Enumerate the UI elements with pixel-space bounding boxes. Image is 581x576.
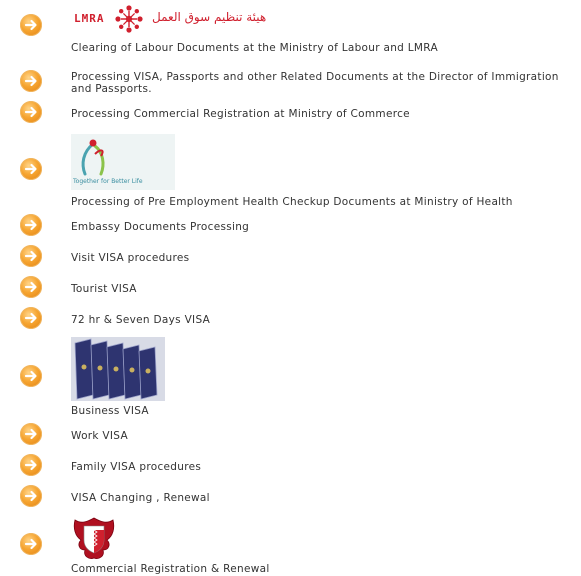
item-label: VISA Changing , Renewal	[71, 492, 210, 504]
item-label: Business VISA	[71, 405, 149, 417]
arrow-right-icon	[20, 70, 42, 92]
arrow-right-icon	[20, 245, 42, 267]
arrow-right-icon	[20, 14, 42, 36]
arrow-right-icon	[20, 158, 42, 180]
item-label: Work VISA	[71, 430, 128, 442]
arrow-right-icon	[20, 307, 42, 329]
item-label: Embassy Documents Processing	[71, 221, 250, 233]
passports-image	[71, 337, 165, 401]
arrow-right-icon	[20, 454, 42, 476]
bahrain-emblem-icon	[71, 514, 117, 562]
item-label: 72 hr & Seven Days VISA	[71, 314, 211, 326]
item-label: Tourist VISA	[71, 283, 137, 295]
arrow-right-icon	[20, 423, 42, 445]
item-label: Commercial Registration & Renewal	[71, 563, 270, 575]
item-label: Clearing of Labour Documents at the Ministry of Labour and LMRA	[71, 42, 438, 54]
item-label: Processing VISA, Passports and other Related Documents at the Director of Immigration and Passports.	[71, 71, 559, 95]
item-label: Family VISA procedures	[71, 461, 202, 473]
health-ministry-logo	[71, 134, 175, 190]
lmra-logo	[71, 2, 271, 36]
health-logo-tagline: Together for Better Life	[73, 178, 143, 185]
arrow-right-icon	[20, 214, 42, 236]
arrow-right-icon	[20, 365, 42, 387]
item-label: Visit VISA procedures	[71, 252, 190, 264]
arrow-right-icon	[20, 276, 42, 298]
item-label: Processing Commercial Registration at Ministry of Commerce	[71, 108, 410, 120]
arrow-right-icon	[20, 101, 42, 123]
lmra-logo-arabic: هيئة تنظيم سوق العمل	[152, 10, 267, 24]
lmra-logo-latin: LMRA	[74, 12, 105, 25]
arrow-right-icon	[20, 485, 42, 507]
item-label: Processing of Pre Employment Health Checkup Documents at Ministry of Health	[71, 196, 513, 208]
arrow-right-icon	[20, 533, 42, 555]
